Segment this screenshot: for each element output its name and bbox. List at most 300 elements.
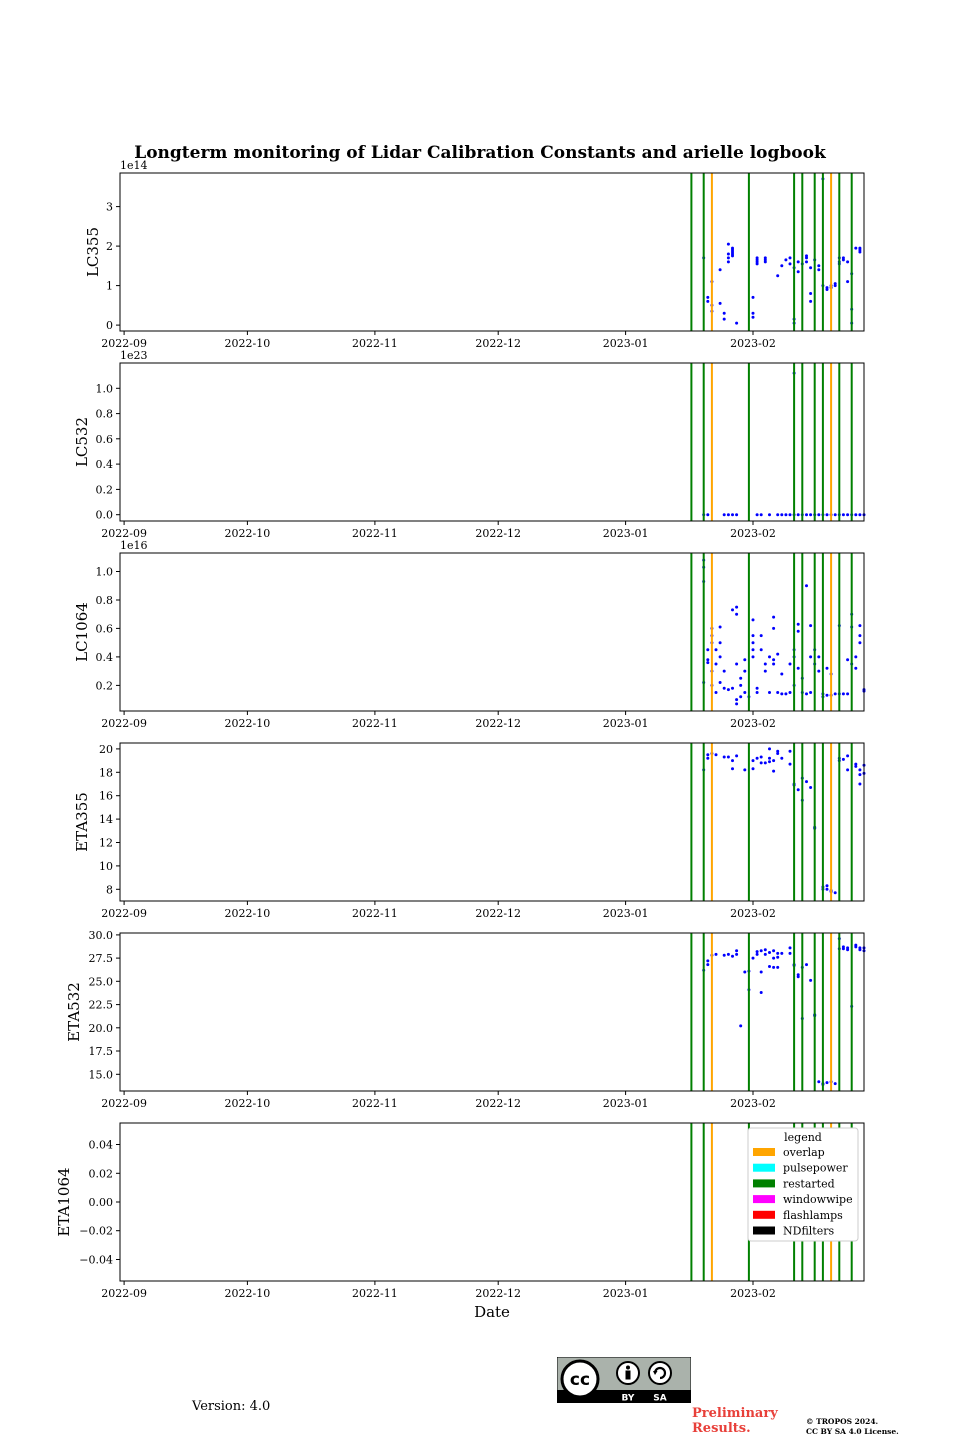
data-point bbox=[706, 658, 709, 661]
y-tick-label: 1.0 bbox=[95, 382, 113, 396]
data-point bbox=[784, 692, 787, 695]
data-point bbox=[805, 260, 808, 263]
legend-label-restarted: restarted bbox=[783, 1177, 835, 1191]
x-tick-label: 2022-10 bbox=[224, 907, 271, 920]
data-point bbox=[842, 256, 845, 259]
data-point bbox=[776, 966, 779, 969]
data-point bbox=[858, 768, 861, 771]
data-point bbox=[768, 655, 771, 658]
y-tick-label: 0 bbox=[106, 319, 113, 333]
y-axis-label: LC532 bbox=[73, 416, 91, 468]
y-tick-label: 15.0 bbox=[88, 1068, 113, 1082]
y-tick-label: −0.02 bbox=[79, 1224, 113, 1238]
data-point bbox=[826, 888, 829, 891]
preliminary-line-2: Results. bbox=[692, 1421, 751, 1436]
panel-eta1064 bbox=[55, 1123, 864, 1300]
data-point bbox=[809, 624, 812, 627]
data-point bbox=[776, 952, 779, 955]
y-tick-label: 0.0 bbox=[95, 508, 113, 522]
x-tick-label: 2023-01 bbox=[602, 907, 649, 920]
x-tick-label: 2022-10 bbox=[224, 527, 271, 540]
data-point bbox=[842, 947, 845, 950]
legend-swatch-windowwipe bbox=[753, 1195, 775, 1203]
y-axis-label: LC1064 bbox=[73, 602, 91, 662]
data-point bbox=[858, 948, 861, 951]
data-point bbox=[752, 312, 755, 315]
x-tick-label: 2022-10 bbox=[224, 1287, 271, 1300]
x-tick-label: 2023-02 bbox=[730, 907, 776, 920]
data-point bbox=[756, 256, 759, 259]
data-point bbox=[756, 687, 759, 690]
x-tick-label: 2022-12 bbox=[475, 527, 522, 540]
data-point bbox=[752, 648, 755, 651]
data-point bbox=[715, 691, 718, 694]
y-tick-label: 27.5 bbox=[88, 952, 113, 966]
data-point bbox=[715, 953, 718, 956]
x-tick-label: 2022-12 bbox=[475, 1287, 522, 1300]
y-tick-label: 0.2 bbox=[95, 483, 113, 497]
data-point bbox=[743, 691, 746, 694]
y-tick-label: 14 bbox=[99, 813, 113, 827]
data-point bbox=[723, 670, 726, 673]
data-point bbox=[760, 648, 763, 651]
panel-eta532 bbox=[65, 929, 866, 1110]
data-point bbox=[735, 953, 738, 956]
data-point bbox=[752, 618, 755, 621]
x-tick-label: 2022-11 bbox=[352, 527, 398, 540]
data-point bbox=[735, 606, 738, 609]
y-tick-label: 8 bbox=[106, 883, 113, 897]
cc-license-badge bbox=[557, 1357, 691, 1403]
data-point bbox=[797, 788, 800, 791]
panel-lc532 bbox=[73, 349, 866, 540]
data-point bbox=[768, 965, 771, 968]
data-point bbox=[731, 687, 734, 690]
data-point bbox=[743, 768, 746, 771]
data-point bbox=[846, 754, 849, 757]
data-point bbox=[735, 613, 738, 616]
data-point bbox=[846, 692, 849, 695]
data-point bbox=[706, 648, 709, 651]
x-tick-label: 2023-02 bbox=[730, 717, 776, 730]
data-point bbox=[727, 260, 730, 263]
y-tick-label: 25.0 bbox=[88, 975, 113, 989]
chart-title: Longterm monitoring of Lidar Calibration Constants and arielle logbook bbox=[134, 143, 826, 163]
sa-label: SA bbox=[653, 1393, 667, 1403]
data-point bbox=[731, 513, 734, 516]
data-point bbox=[772, 770, 775, 773]
data-point bbox=[809, 655, 812, 658]
data-point bbox=[768, 760, 771, 763]
data-point bbox=[805, 584, 808, 587]
legend-label-flashlamps: flashlamps bbox=[783, 1208, 843, 1222]
data-point bbox=[723, 954, 726, 957]
data-point bbox=[719, 302, 722, 305]
data-point bbox=[854, 655, 857, 658]
data-point bbox=[768, 513, 771, 516]
data-point bbox=[834, 513, 837, 516]
data-point bbox=[719, 681, 722, 684]
data-point bbox=[760, 761, 763, 764]
data-point bbox=[752, 759, 755, 762]
y-axis-label: LC355 bbox=[84, 226, 102, 278]
data-point bbox=[735, 322, 738, 325]
y-tick-label: 0.6 bbox=[95, 622, 113, 636]
data-point bbox=[706, 661, 709, 664]
data-point bbox=[817, 655, 820, 658]
data-point bbox=[817, 670, 820, 673]
data-point bbox=[743, 971, 746, 974]
data-point bbox=[809, 513, 812, 516]
data-point bbox=[719, 641, 722, 644]
y-tick-label: 20.0 bbox=[88, 1021, 113, 1035]
data-point bbox=[789, 256, 792, 259]
plot-area bbox=[120, 933, 864, 1091]
legend-swatch-restarted bbox=[753, 1179, 775, 1187]
data-point bbox=[772, 966, 775, 969]
legend bbox=[748, 1128, 858, 1241]
panel-lc355 bbox=[84, 159, 864, 350]
data-point bbox=[858, 247, 861, 250]
x-tick-label: 2023-02 bbox=[730, 1097, 776, 1110]
copyright-line-1: © TROPOS 2024. bbox=[806, 1417, 879, 1426]
data-point bbox=[805, 692, 808, 695]
y-tick-label: 0.4 bbox=[95, 458, 113, 472]
data-point bbox=[715, 648, 718, 651]
plot-area bbox=[120, 363, 864, 521]
data-point bbox=[727, 513, 730, 516]
x-tick-label: 2022-09 bbox=[101, 1287, 147, 1300]
y-tick-label: 0.00 bbox=[88, 1196, 113, 1209]
data-point bbox=[768, 757, 771, 760]
y-axis-label: ETA1064 bbox=[55, 1167, 73, 1237]
data-point bbox=[756, 691, 759, 694]
y-tick-label: 0.6 bbox=[95, 432, 113, 446]
data-point bbox=[858, 641, 861, 644]
data-point bbox=[723, 756, 726, 759]
data-point bbox=[797, 623, 800, 626]
x-tick-label: 2023-01 bbox=[602, 1287, 649, 1300]
data-point bbox=[789, 952, 792, 955]
data-point bbox=[756, 953, 759, 956]
x-tick-label: 2022-11 bbox=[352, 337, 398, 350]
y-offset-label: 1e14 bbox=[120, 159, 148, 172]
data-point bbox=[846, 280, 849, 283]
data-point bbox=[854, 513, 857, 516]
data-point bbox=[826, 513, 829, 516]
data-point bbox=[842, 692, 845, 695]
legend-swatch-flashlamps bbox=[753, 1211, 775, 1219]
data-point bbox=[772, 616, 775, 619]
y-tick-label: 0.2 bbox=[95, 679, 113, 693]
data-point bbox=[776, 752, 779, 755]
data-point bbox=[752, 634, 755, 637]
data-point bbox=[768, 951, 771, 954]
data-point bbox=[706, 959, 709, 962]
data-point bbox=[834, 692, 837, 695]
data-point bbox=[780, 952, 783, 955]
data-point bbox=[772, 658, 775, 661]
data-point bbox=[731, 247, 734, 250]
data-point bbox=[858, 783, 861, 786]
data-point bbox=[731, 767, 734, 770]
legend-swatch-pulsepower bbox=[753, 1164, 775, 1172]
data-point bbox=[706, 300, 709, 303]
data-point bbox=[760, 971, 763, 974]
data-point bbox=[772, 949, 775, 952]
preliminary-line-1: Preliminary bbox=[692, 1406, 778, 1421]
data-point bbox=[789, 262, 792, 265]
data-point bbox=[715, 663, 718, 666]
data-point bbox=[756, 757, 759, 760]
data-point bbox=[723, 687, 726, 690]
data-point bbox=[735, 702, 738, 705]
data-point bbox=[809, 786, 812, 789]
data-point bbox=[772, 663, 775, 666]
data-point bbox=[764, 670, 767, 673]
data-point bbox=[706, 757, 709, 760]
data-point bbox=[842, 758, 845, 761]
x-tick-label: 2022-12 bbox=[475, 717, 522, 730]
y-tick-label: 2 bbox=[106, 240, 113, 254]
data-point bbox=[805, 254, 808, 257]
data-point bbox=[719, 655, 722, 658]
legend-label-pulsepower: pulsepower bbox=[783, 1161, 848, 1175]
data-point bbox=[826, 667, 829, 670]
legend-label-NDfilters: NDfilters bbox=[783, 1224, 835, 1238]
data-point bbox=[752, 957, 755, 960]
x-tick-label: 2023-02 bbox=[730, 527, 776, 540]
x-tick-label: 2023-01 bbox=[602, 1097, 649, 1110]
data-point bbox=[776, 653, 779, 656]
version-label: Version: 4.0 bbox=[192, 1399, 271, 1414]
data-point bbox=[735, 949, 738, 952]
data-point bbox=[768, 691, 771, 694]
data-point bbox=[727, 688, 730, 691]
x-axis-label: Date bbox=[474, 1303, 510, 1321]
data-point bbox=[780, 692, 783, 695]
y-tick-label: 22.5 bbox=[88, 998, 113, 1012]
data-point bbox=[805, 963, 808, 966]
data-point bbox=[858, 513, 861, 516]
data-point bbox=[723, 312, 726, 315]
y-tick-label: 1.0 bbox=[95, 565, 113, 579]
x-tick-label: 2023-02 bbox=[730, 337, 776, 350]
data-point bbox=[760, 513, 763, 516]
y-axis-label: ETA532 bbox=[65, 982, 83, 1042]
cc-icon-text: cc bbox=[569, 1370, 591, 1390]
data-point bbox=[780, 757, 783, 760]
data-point bbox=[784, 258, 787, 261]
x-tick-label: 2022-10 bbox=[224, 1097, 271, 1110]
data-point bbox=[723, 513, 726, 516]
data-point bbox=[727, 756, 730, 759]
data-point bbox=[809, 300, 812, 303]
data-point bbox=[826, 694, 829, 697]
data-point bbox=[858, 624, 861, 627]
data-point bbox=[764, 258, 767, 261]
data-point bbox=[846, 768, 849, 771]
data-point bbox=[727, 953, 730, 956]
data-point bbox=[756, 260, 759, 263]
data-point bbox=[735, 698, 738, 701]
data-point bbox=[752, 296, 755, 299]
y-tick-label: 17.5 bbox=[88, 1045, 113, 1058]
data-point bbox=[760, 949, 763, 952]
data-point bbox=[809, 292, 812, 295]
y-tick-label: 20 bbox=[99, 742, 113, 756]
plot-area bbox=[120, 173, 864, 331]
y-axis-label: ETA355 bbox=[73, 792, 91, 852]
data-point bbox=[854, 763, 857, 766]
y-tick-label: 0.04 bbox=[88, 1138, 113, 1152]
y-tick-label: 0.8 bbox=[95, 594, 113, 607]
data-point bbox=[854, 944, 857, 947]
data-point bbox=[731, 759, 734, 762]
data-point bbox=[809, 691, 812, 694]
x-tick-label: 2022-12 bbox=[475, 907, 522, 920]
data-point bbox=[846, 946, 849, 949]
data-point bbox=[706, 513, 709, 516]
data-point bbox=[780, 673, 783, 676]
x-tick-label: 2022-09 bbox=[101, 907, 147, 920]
x-tick-label: 2023-01 bbox=[602, 717, 649, 730]
data-point bbox=[826, 1081, 829, 1084]
data-point bbox=[797, 270, 800, 273]
data-point bbox=[776, 691, 779, 694]
data-point bbox=[739, 1024, 742, 1027]
x-tick-label: 2022-11 bbox=[352, 717, 398, 730]
data-point bbox=[768, 747, 771, 750]
y-tick-label: 12 bbox=[99, 836, 113, 850]
sa-icon bbox=[649, 1362, 671, 1384]
data-point bbox=[739, 684, 742, 687]
y-tick-label: 16 bbox=[99, 789, 113, 803]
legend-swatch-NDfilters bbox=[753, 1227, 775, 1235]
preliminary-results-note bbox=[692, 1406, 778, 1436]
data-point bbox=[752, 767, 755, 770]
panel-lc1064 bbox=[73, 539, 866, 730]
data-point bbox=[743, 658, 746, 661]
data-point bbox=[809, 266, 812, 269]
data-point bbox=[752, 655, 755, 658]
panel-eta355 bbox=[73, 743, 866, 920]
data-point bbox=[776, 513, 779, 516]
panels bbox=[55, 159, 866, 1300]
legend-title: legend bbox=[784, 1131, 822, 1144]
data-point bbox=[817, 268, 820, 271]
data-point bbox=[735, 663, 738, 666]
data-point bbox=[739, 677, 742, 680]
data-point bbox=[764, 948, 767, 951]
data-point bbox=[797, 630, 800, 633]
data-point bbox=[797, 667, 800, 670]
data-point bbox=[789, 663, 792, 666]
data-point bbox=[789, 750, 792, 753]
data-point bbox=[723, 318, 726, 321]
plot-area bbox=[120, 743, 864, 901]
y-offset-label: 1e23 bbox=[120, 349, 148, 362]
data-point bbox=[731, 608, 734, 611]
data-point bbox=[834, 891, 837, 894]
data-point bbox=[764, 953, 767, 956]
data-point bbox=[772, 627, 775, 630]
y-tick-label: −0.04 bbox=[79, 1253, 113, 1267]
data-point bbox=[727, 256, 730, 259]
data-point bbox=[756, 950, 759, 953]
data-point bbox=[858, 251, 861, 254]
legend-label-overlap: overlap bbox=[783, 1146, 825, 1159]
x-tick-label: 2022-09 bbox=[101, 717, 147, 730]
data-point bbox=[706, 753, 709, 756]
data-point bbox=[842, 513, 845, 516]
data-point bbox=[739, 695, 742, 698]
data-point bbox=[752, 641, 755, 644]
legend-swatch-overlap bbox=[753, 1148, 775, 1156]
data-point bbox=[772, 759, 775, 762]
x-tick-label: 2022-09 bbox=[101, 337, 147, 350]
data-point bbox=[789, 946, 792, 949]
data-point bbox=[731, 254, 734, 257]
data-point bbox=[789, 691, 792, 694]
data-point bbox=[772, 957, 775, 960]
data-point bbox=[776, 274, 779, 277]
y-tick-label: 30.0 bbox=[88, 928, 113, 942]
data-point bbox=[719, 626, 722, 629]
x-tick-label: 2022-12 bbox=[475, 1097, 522, 1110]
y-tick-label: 0.4 bbox=[95, 650, 113, 664]
copyright-note bbox=[806, 1417, 899, 1437]
data-point bbox=[735, 513, 738, 516]
data-point bbox=[817, 513, 820, 516]
data-point bbox=[727, 243, 730, 246]
x-tick-label: 2022-10 bbox=[224, 717, 271, 730]
x-tick-label: 2022-11 bbox=[352, 1097, 398, 1110]
data-point bbox=[706, 963, 709, 966]
data-point bbox=[760, 991, 763, 994]
y-tick-label: 18 bbox=[99, 766, 113, 780]
data-point bbox=[854, 247, 857, 250]
data-point bbox=[817, 1080, 820, 1083]
data-point bbox=[776, 956, 779, 959]
data-point bbox=[846, 260, 849, 263]
data-point bbox=[764, 761, 767, 764]
data-point bbox=[805, 513, 808, 516]
data-point bbox=[715, 753, 718, 756]
data-point bbox=[854, 667, 857, 670]
x-tick-label: 2022-11 bbox=[352, 907, 398, 920]
data-point bbox=[826, 288, 829, 291]
y-tick-label: 0.8 bbox=[95, 407, 113, 421]
data-point bbox=[797, 513, 800, 516]
data-point bbox=[826, 884, 829, 887]
data-point bbox=[809, 979, 812, 982]
data-point bbox=[797, 973, 800, 976]
plot-area bbox=[120, 553, 864, 711]
data-point bbox=[735, 754, 738, 757]
x-tick-label: 2022-12 bbox=[475, 337, 522, 350]
x-tick-label: 2022-09 bbox=[101, 1097, 147, 1110]
y-tick-label: 0.02 bbox=[88, 1167, 113, 1181]
y-tick-label: 10 bbox=[99, 859, 113, 873]
data-point bbox=[789, 513, 792, 516]
x-tick-label: 2022-09 bbox=[101, 527, 147, 540]
data-point bbox=[834, 1082, 837, 1085]
y-offset-label: 1e16 bbox=[120, 539, 148, 552]
data-point bbox=[834, 284, 837, 287]
data-point bbox=[784, 513, 787, 516]
data-point bbox=[764, 663, 767, 666]
